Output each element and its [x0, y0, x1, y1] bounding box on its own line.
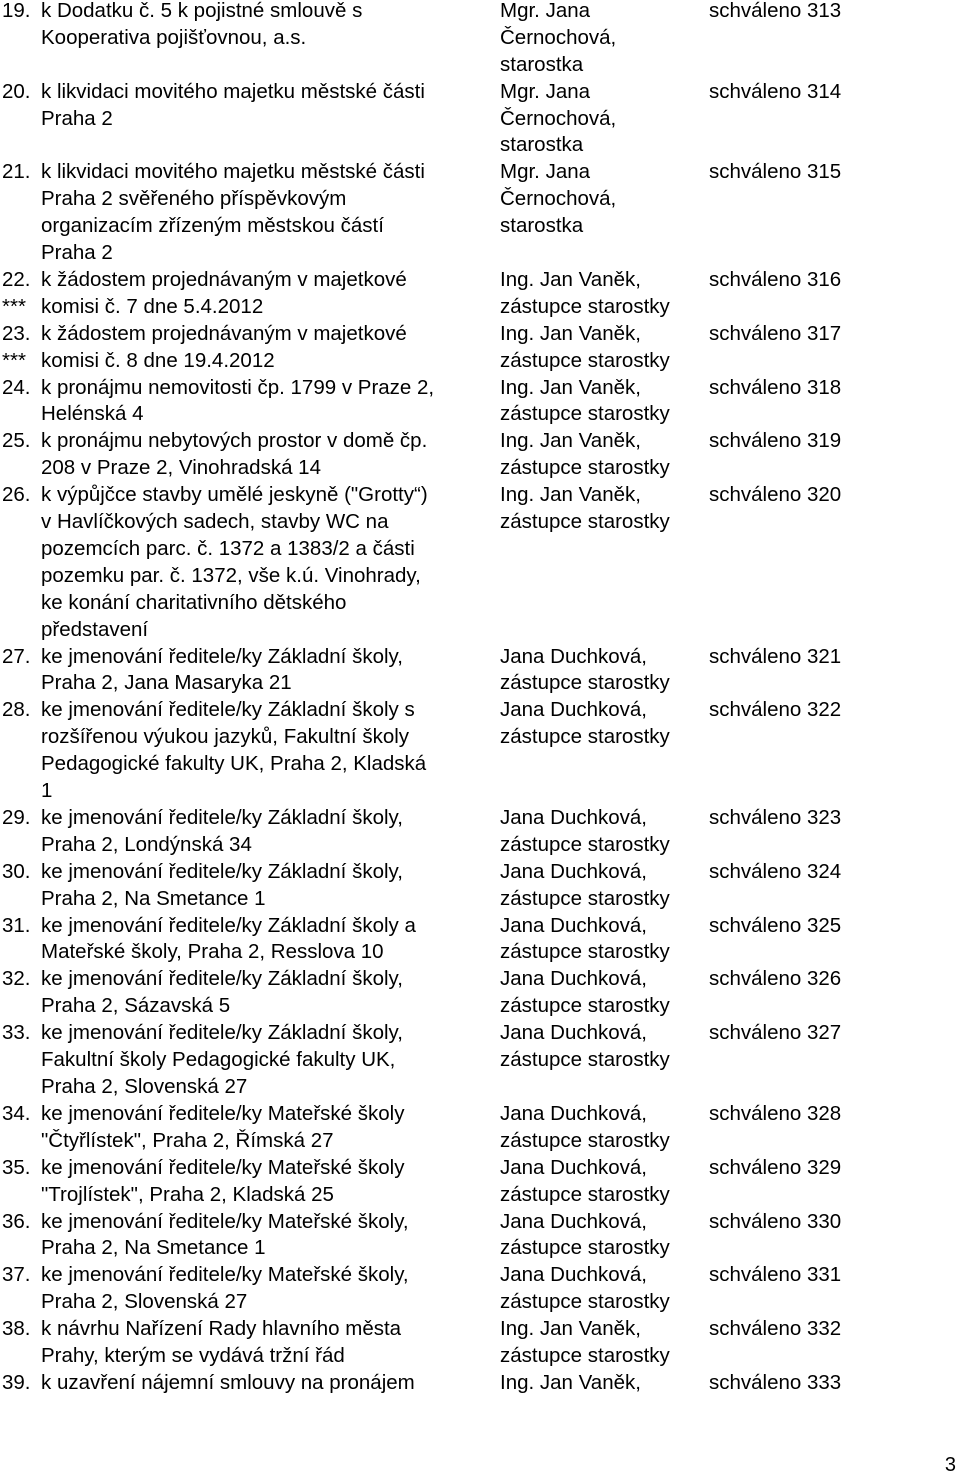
- presenter-line: starostka: [500, 133, 584, 157]
- item-presenter: [500, 805, 670, 859]
- item-number: 35.: [2, 1155, 31, 1179]
- item-result: schváleno 325: [709, 913, 842, 937]
- presenter-line: zástupce starostky: [500, 1343, 670, 1367]
- subject-line: k žádostem projednávaným v majetkové: [41, 268, 407, 291]
- subject-line: Fakultní školy Pedagogické fakulty UK,: [41, 1048, 396, 1072]
- agenda-item: [0, 1262, 960, 1316]
- agenda-item: [0, 1101, 960, 1155]
- presenter-line: zástupce starostky: [500, 725, 670, 749]
- item-subject: [41, 159, 425, 267]
- presenter-line: zástupce starostky: [500, 1236, 670, 1260]
- item-number: 39.: [2, 1370, 31, 1394]
- agenda-item: [0, 428, 960, 482]
- subject-line: Mateřské školy, Praha 2, Resslova 10: [41, 940, 384, 964]
- subject-line: Kooperativa pojišťovnou, a.s.: [41, 25, 307, 49]
- presenter-line: Černochová,: [500, 187, 617, 211]
- subject-line: pozemcích parc. č. 1372 a 1383/2 a části: [41, 536, 415, 560]
- item-number: 29.: [2, 806, 31, 829]
- subject-line: pozemku par. č. 1372, vše k.ú. Vinohrady,: [41, 563, 421, 587]
- presenter-line: Jana Duchková,: [500, 967, 648, 991]
- presenter-line: Jana Duchková,: [500, 913, 648, 937]
- subject-line: ke jmenování ředitele/ky Základní školy,: [41, 967, 403, 991]
- item-presenter: [500, 1262, 670, 1316]
- item-presenter: [500, 913, 670, 967]
- subject-line: Praha 2, Jana Masaryka 21: [41, 671, 292, 695]
- item-result: schváleno 323: [709, 806, 842, 829]
- subject-line: k likvidaci movitého majetku městské části: [41, 160, 425, 184]
- item-number: 22.: [2, 268, 31, 291]
- item-result: schváleno 328: [709, 1101, 842, 1125]
- presenter-line: Ing. Jan Vaněk,: [500, 321, 641, 345]
- presenter-line: zástupce starostky: [500, 294, 670, 318]
- item-result: schváleno 327: [709, 1021, 842, 1045]
- agenda-item: [0, 1155, 960, 1209]
- item-result: schváleno 316: [709, 268, 842, 291]
- subject-line: ke jmenování ředitele/ky Základní školy,: [41, 806, 403, 829]
- item-presenter: [500, 428, 670, 482]
- presenter-line: Jana Duchková,: [500, 1021, 648, 1045]
- agenda-item: [0, 697, 960, 805]
- presenter-line: Ing. Jan Vaněk,: [500, 483, 641, 507]
- item-number: 21.: [2, 160, 31, 184]
- subject-line: 208 v Praze 2, Vinohradská 14: [41, 456, 321, 480]
- item-presenter: [500, 1370, 641, 1397]
- item-presenter: [500, 375, 670, 429]
- item-presenter: [500, 79, 616, 160]
- agenda-item: [0, 1316, 960, 1370]
- item-subject: [41, 1209, 409, 1263]
- presenter-line: Mgr. Jana: [500, 79, 591, 103]
- agenda-item: [0, 267, 960, 321]
- subject-line: rozšířenou výukou jazyků, Fakultní školy: [41, 725, 410, 749]
- presenter-line: zástupce starostky: [500, 1128, 670, 1152]
- agenda-item: [0, 966, 960, 1020]
- subject-line: k pronájmu nebytových prostor v domě čp.: [41, 429, 428, 453]
- item-marker: ***: [2, 294, 26, 318]
- agenda-item: [0, 913, 960, 967]
- item-number: 34.: [2, 1101, 31, 1125]
- subject-line: ke jmenování ředitele/ky Základní školy,: [41, 644, 403, 668]
- item-number: 31.: [2, 913, 31, 937]
- presenter-line: Jana Duchková,: [500, 1263, 648, 1287]
- item-number: 33.: [2, 1021, 31, 1045]
- item-subject: [41, 375, 434, 429]
- item-presenter: [500, 644, 670, 698]
- item-subject: [41, 0, 362, 52]
- item-subject: [41, 1370, 415, 1397]
- item-number: 26.: [2, 483, 31, 507]
- item-number: 37.: [2, 1263, 31, 1287]
- item-presenter: [500, 1155, 670, 1209]
- subject-line: k návrhu Nařízení Rady hlavního města: [41, 1317, 402, 1341]
- agenda-item: [0, 79, 960, 160]
- subject-line: 1: [41, 779, 53, 803]
- subject-line: ke jmenování ředitele/ky Základní školy,: [41, 859, 403, 883]
- presenter-line: zástupce starostky: [500, 671, 670, 695]
- item-presenter: [500, 159, 616, 240]
- presenter-line: Jana Duchková,: [500, 1209, 648, 1233]
- subject-line: Praha 2, Na Smetance 1: [41, 886, 266, 910]
- subject-line: Praha 2, Londýnská 34: [41, 832, 252, 856]
- item-subject: [41, 428, 427, 482]
- subject-line: k Dodatku č. 5 k pojistné smlouvě s: [41, 0, 363, 22]
- item-subject: [41, 1262, 409, 1316]
- item-presenter: [500, 1101, 670, 1155]
- item-number: 38.: [2, 1317, 31, 1341]
- agenda-item: [0, 1370, 960, 1397]
- agenda-item: [0, 1020, 960, 1101]
- presenter-line: zástupce starostky: [500, 456, 670, 480]
- subject-line: ke konání charitativního dětského: [41, 590, 347, 614]
- item-subject: [41, 1155, 404, 1209]
- agenda-item: [0, 321, 960, 375]
- item-subject: [41, 1101, 404, 1155]
- presenter-line: zástupce starostky: [500, 994, 670, 1018]
- subject-line: k výpůjčce stavby umělé jeskyně ("Grotty“): [41, 483, 428, 507]
- subject-line: v Havlíčkových sadech, stavby WC na: [41, 510, 389, 534]
- item-result: schváleno 331: [709, 1263, 842, 1287]
- subject-line: Praha 2, Sázavská 5: [41, 994, 231, 1018]
- subject-line: ke jmenování ředitele/ky Základní školy,: [41, 1021, 403, 1045]
- item-result: schváleno 318: [709, 375, 842, 399]
- subject-line: Praha 2: [41, 241, 113, 265]
- agenda-item: [0, 1209, 960, 1263]
- item-number: 28.: [2, 698, 31, 722]
- item-subject: [41, 644, 403, 698]
- item-result: schváleno 322: [709, 698, 842, 722]
- item-result: schváleno 314: [709, 79, 842, 103]
- presenter-line: zástupce starostky: [500, 402, 670, 426]
- item-result: schváleno 321: [709, 644, 842, 668]
- presenter-line: Ing. Jan Vaněk,: [500, 1317, 641, 1341]
- item-subject: [41, 697, 426, 805]
- item-presenter: [500, 966, 670, 1020]
- item-subject: [41, 1020, 403, 1101]
- presenter-line: starostka: [500, 214, 584, 238]
- presenter-line: Jana Duchková,: [500, 1101, 648, 1125]
- item-result: schváleno 315: [709, 160, 842, 184]
- item-result: schváleno 313: [709, 0, 842, 22]
- item-subject: [41, 966, 403, 1020]
- presenter-line: zástupce starostky: [500, 510, 670, 534]
- presenter-line: zástupce starostky: [500, 1048, 670, 1072]
- agenda-item: [0, 859, 960, 913]
- item-number: 36.: [2, 1209, 31, 1233]
- presenter-line: zástupce starostky: [500, 886, 670, 910]
- item-subject: [41, 482, 428, 643]
- presenter-line: Jana Duchková,: [500, 644, 648, 668]
- presenter-line: Ing. Jan Vaněk,: [500, 429, 641, 453]
- item-presenter: [500, 697, 670, 751]
- item-number: 32.: [2, 967, 31, 991]
- agenda-item: [0, 805, 960, 859]
- item-presenter: [500, 1316, 670, 1370]
- agenda-item: [0, 644, 960, 698]
- item-presenter: [500, 1209, 670, 1263]
- item-number: 30.: [2, 859, 31, 883]
- presenter-line: zástupce starostky: [500, 348, 670, 372]
- subject-line: Praha 2 svěřeného příspěvkovým: [41, 187, 347, 211]
- agenda-item: [0, 482, 960, 643]
- subject-line: ke jmenování ředitele/ky Mateřské školy,: [41, 1209, 409, 1233]
- presenter-line: Jana Duchková,: [500, 698, 648, 722]
- subject-line: "Čtyřlístek", Praha 2, Římská 27: [41, 1128, 334, 1152]
- subject-line: Praha 2: [41, 106, 113, 130]
- item-subject: [41, 1316, 401, 1370]
- presenter-line: zástupce starostky: [500, 1290, 670, 1314]
- presenter-line: Jana Duchková,: [500, 806, 648, 829]
- presenter-line: zástupce starostky: [500, 940, 670, 964]
- presenter-line: Ing. Jan Vaněk,: [500, 1370, 641, 1394]
- presenter-line: Mgr. Jana: [500, 0, 591, 22]
- presenter-line: zástupce starostky: [500, 832, 670, 856]
- item-result: schváleno 333: [709, 1370, 842, 1394]
- presenter-line: zástupce starostky: [500, 1182, 670, 1206]
- subject-line: "Trojlístek", Praha 2, Kladská 25: [41, 1182, 334, 1206]
- item-number: 20.: [2, 79, 31, 103]
- item-result: schváleno 319: [709, 429, 842, 453]
- item-number: 23.: [2, 321, 31, 345]
- subject-line: Praha 2, Slovenská 27: [41, 1074, 248, 1098]
- item-subject: [41, 321, 407, 375]
- agenda-item: [0, 375, 960, 429]
- subject-line: ke jmenování ředitele/ky Základní školy a: [41, 913, 416, 937]
- item-marker: ***: [2, 348, 26, 372]
- item-result: schváleno 330: [709, 1209, 842, 1233]
- presenter-line: Ing. Jan Vaněk,: [500, 375, 641, 399]
- subject-line: Praha 2, Na Smetance 1: [41, 1236, 266, 1260]
- subject-line: k pronájmu nemovitosti čp. 1799 v Praze 2,: [41, 375, 435, 399]
- subject-line: představení: [41, 617, 149, 641]
- subject-line: Helénská 4: [41, 402, 144, 426]
- subject-line: ke jmenování ředitele/ky Mateřské školy: [41, 1155, 405, 1179]
- item-subject: [41, 859, 403, 913]
- subject-line: k žádostem projednávaným v majetkové: [41, 321, 407, 345]
- item-result: schváleno 320: [709, 483, 842, 507]
- item-presenter: [500, 1020, 670, 1074]
- presenter-line: Mgr. Jana: [500, 160, 591, 184]
- item-result: schváleno 326: [709, 967, 842, 991]
- item-number: 27.: [2, 644, 31, 668]
- item-result: schváleno 329: [709, 1155, 842, 1179]
- subject-line: k likvidaci movitého majetku městské části: [41, 79, 425, 103]
- item-result: schváleno 332: [709, 1317, 842, 1341]
- subject-line: Pedagogické fakulty UK, Praha 2, Kladská: [41, 752, 427, 776]
- item-presenter: [500, 859, 670, 913]
- item-subject: [41, 79, 425, 133]
- item-result: schváleno 317: [709, 321, 842, 345]
- presenter-line: Ing. Jan Vaněk,: [500, 268, 641, 291]
- subject-line: k uzavření nájemní smlouvy na pronájem: [41, 1370, 415, 1394]
- presenter-line: Černochová,: [500, 106, 617, 130]
- item-presenter: [500, 321, 670, 375]
- item-number: 19.: [2, 0, 31, 22]
- subject-line: Praha 2, Slovenská 27: [41, 1290, 248, 1314]
- subject-line: komisi č. 8 dne 19.4.2012: [41, 348, 275, 372]
- item-subject: [41, 913, 416, 967]
- subject-line: ke jmenování ředitele/ky Mateřské školy: [41, 1101, 405, 1125]
- item-presenter: [500, 482, 670, 536]
- item-subject: [41, 267, 407, 321]
- item-result: schváleno 324: [709, 859, 842, 883]
- subject-line: komisi č. 7 dne 5.4.2012: [41, 294, 264, 318]
- item-subject: [41, 805, 403, 859]
- agenda-item: [0, 159, 960, 267]
- subject-line: Prahy, kterým se vydává tržní řád: [41, 1343, 345, 1367]
- presenter-line: starostka: [500, 52, 584, 76]
- presenter-line: Jana Duchková,: [500, 859, 648, 883]
- subject-line: ke jmenování ředitele/ky Mateřské školy,: [41, 1263, 409, 1287]
- agenda-item: [0, 0, 960, 79]
- item-presenter: [500, 267, 670, 321]
- presenter-line: Jana Duchková,: [500, 1155, 648, 1179]
- item-number: 25.: [2, 429, 31, 453]
- subject-line: organizacím zřízeným městskou částí: [41, 214, 384, 238]
- page-number: 3: [944, 1454, 956, 1476]
- presenter-line: Černochová,: [500, 25, 617, 49]
- item-number: 24.: [2, 375, 31, 399]
- item-presenter: [500, 0, 616, 79]
- subject-line: ke jmenování ředitele/ky Základní školy s: [41, 698, 415, 722]
